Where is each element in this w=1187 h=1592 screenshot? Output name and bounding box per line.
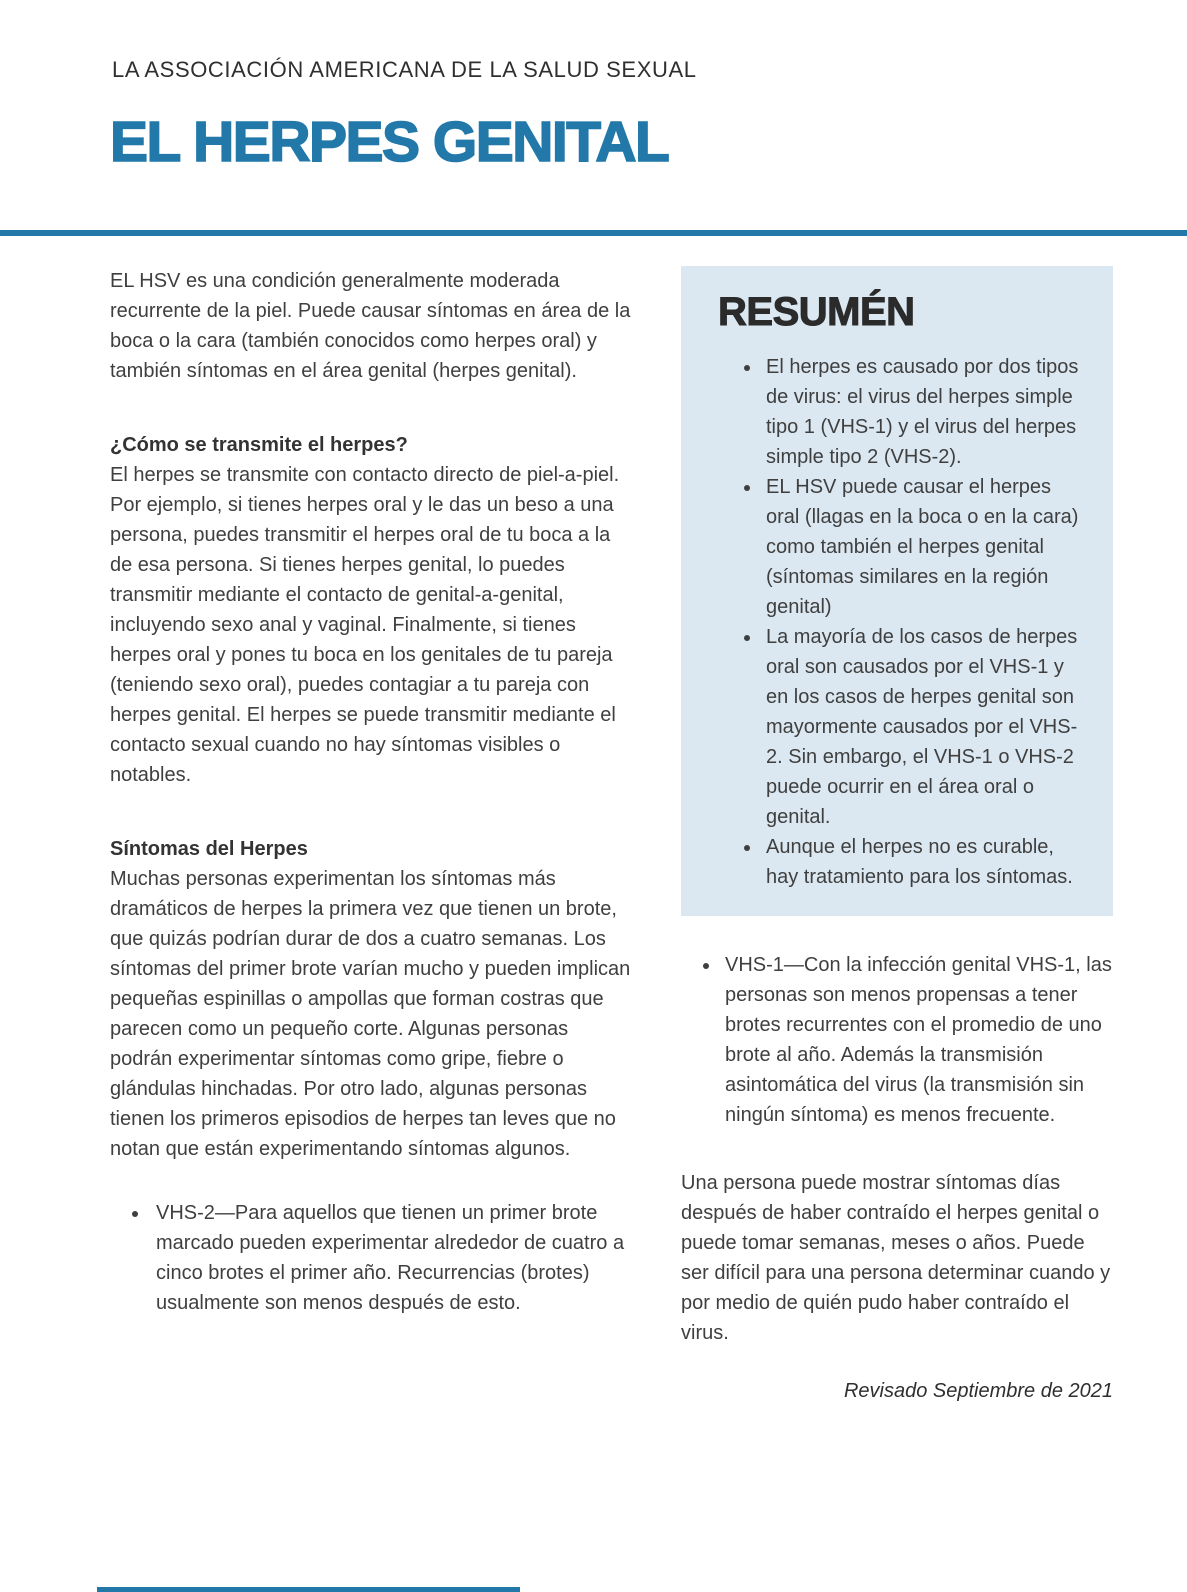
section-body-transmission: El herpes se transmite con contacto directo de piel-a-piel. Por ejemplo, si tienes herpes oral y le das un beso a una persona, puedes transmitir el herpes oral de tu boca a la de esa persona. Si tienes herpes genital, lo puedes transmitir mediante el contacto de genital-a-genital, incluyendo sexo anal y vaginal. Finalmente, si tienes herpes oral y pones tu boca en los genitales de tu pareja (teniendo sexo oral), puedes contagiar a tu pareja con herpes genital. El herpes se puede transmitir mediante el contacto sexual cuando no hay síntomas visibles o notables.	[110, 464, 620, 786]
summary-bullet-list	[718, 352, 1085, 892]
vhs1-bullet-list	[681, 950, 1113, 1130]
bottom-divider-rule	[97, 1587, 520, 1592]
closing-paragraph: Una persona puede mostrar síntomas días después de haber contraído el herpes genital o puede tomar semanas, meses o años. Puede ser difícil para una persona determinar cuando y por medio de quién pudo haber contraído el virus.	[681, 1172, 1111, 1344]
organization-name: LA ASSOCIACIÓN AMERICANA DE LA SALUD SEXUAL	[112, 57, 697, 82]
list-item: • El herpes es causado por dos tipos de virus: el virus del herpes simple tipo 1 (VHS-1) y el virus del herpes simple tipo 2 (VHS-2).	[762, 352, 1085, 472]
revision-date: Revisado Septiembre de 2021	[843, 1380, 1113, 1402]
list-item: • EL HSV puede causar el herpes oral (llagas en la boca o en la cara) como también el herpes genital (síntomas similares en la región genital)	[762, 472, 1085, 622]
content-columns	[110, 266, 1113, 1406]
section-heading-transmission: ¿Cómo se transmite el herpes?	[110, 434, 408, 456]
left-column	[110, 266, 632, 1406]
document-page	[0, 56, 1187, 1592]
list-item: • La mayoría de los casos de herpes oral son causados por el VHS-1 y en los casos de herpes genital son mayormente causados por el VHS-2. Sin embargo, el VHS-1 o VHS-2 puede ocurrir en el área oral o genital.	[762, 622, 1085, 832]
section-body-symptoms: Muchas personas experimentan los síntomas más dramáticos de herpes la primera vez que tienen un brote, que quizás podrían durar de dos a cuatro semanas. Los síntomas del primer brote varían mucho y pueden implican pequeñas espinillas o ampollas que forman costras que parecen como un pequeño corte. Algunas personas podrán experimentar síntomas como gripe, fiebre o glándulas hinchadas. Por otro lado, algunas personas tienen los primeros episodios de herpes tan leves que no notan que están experimentando síntomas algunos.	[110, 868, 631, 1160]
right-column	[681, 266, 1113, 1406]
vhs2-bullet-list	[110, 1198, 632, 1318]
list-item: • VHS-2—Para aquellos que tienen un primer brote marcado pueden experimentar alrededor de cuatro a cinco brotes el primer año. Recurrencias (brotes) usualmente son menos después de esto.	[150, 1198, 632, 1318]
summary-heading: RESUMÉN	[718, 290, 915, 334]
summary-box	[681, 266, 1113, 916]
top-divider-rule	[0, 230, 1187, 236]
section-heading-symptoms: Síntomas del Herpes	[110, 838, 308, 860]
list-item: • Aunque el herpes no es curable, hay tratamiento para los síntomas.	[762, 832, 1085, 892]
intro-paragraph: EL HSV es una condición generalmente moderada recurrente de la piel. Puede causar síntomas en área de la boca o la cara (también conocidos como herpes oral) y también síntomas en el área genital (herpes genital).	[110, 270, 631, 382]
list-item: • VHS-1—Con la infección genital VHS-1, las personas son menos propensas a tener brotes recurrentes con el promedio de uno brote al año. Además la transmisión asintomática del virus (la transmisión sin ningún síntoma) es menos frecuente.	[721, 950, 1113, 1130]
page-title: EL HERPES GENITAL	[110, 110, 669, 174]
